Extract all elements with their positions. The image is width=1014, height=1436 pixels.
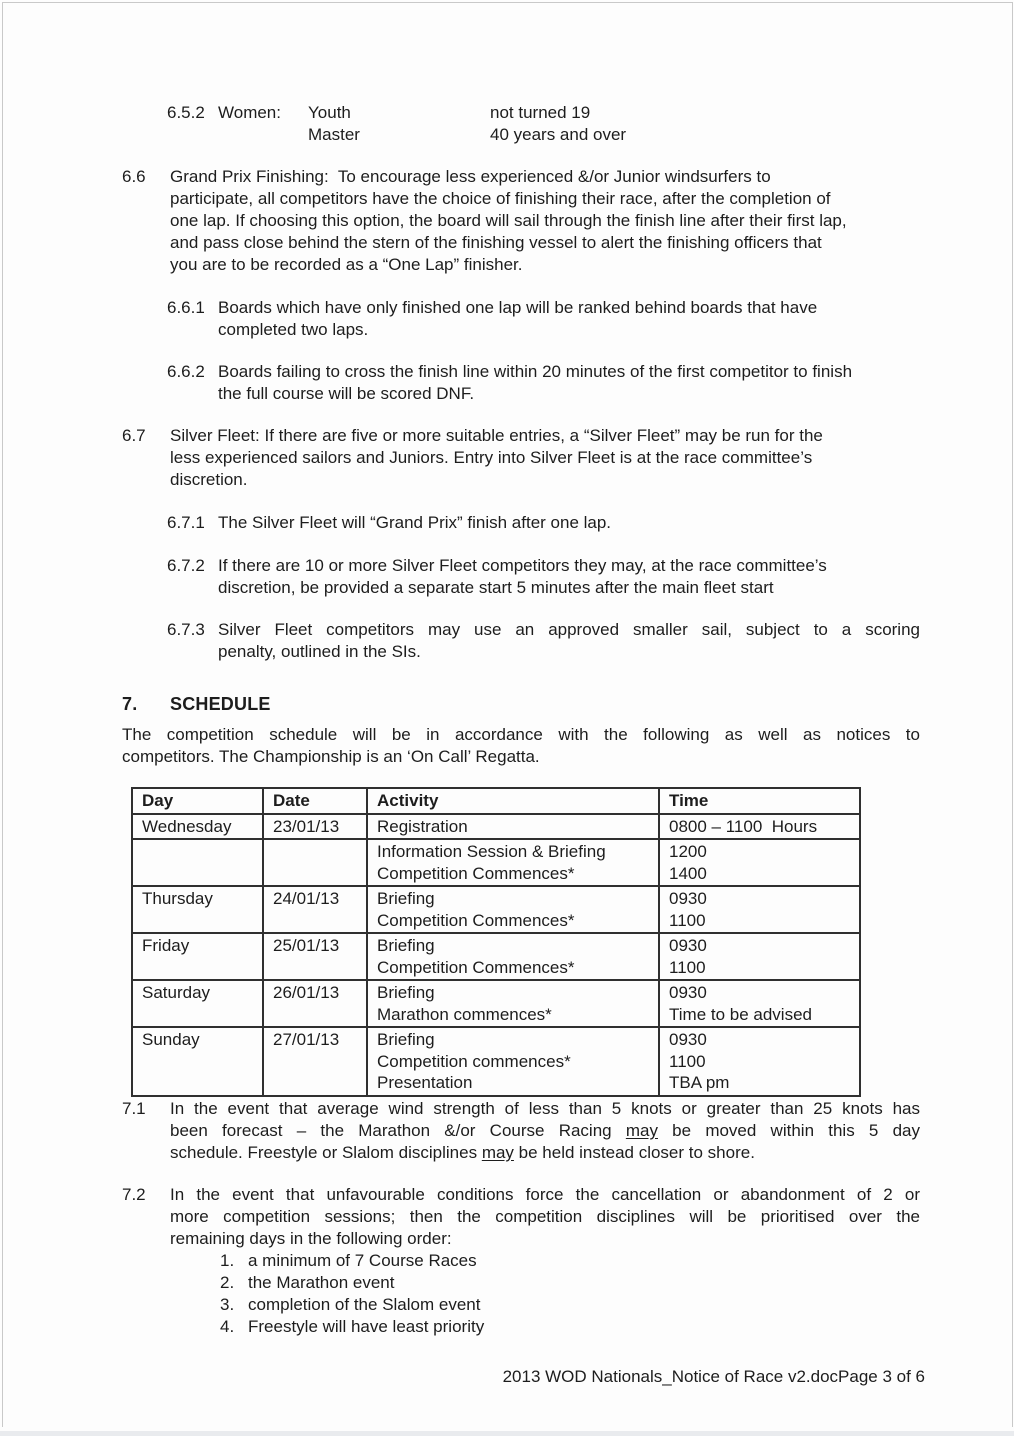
cell-line: Briefing [377, 936, 435, 955]
list-item-text: a minimum of 7 Course Races [248, 1251, 477, 1270]
list-item-text: Freestyle will have least priority [248, 1317, 485, 1336]
cell-line: 1100 [669, 1051, 706, 1071]
text-line: competitors. The Championship is an ‘On Call’ Regatta. [122, 747, 540, 766]
cell-line: 1100 [669, 957, 706, 977]
paragraph-text [170, 1184, 920, 1338]
activity-cell [367, 839, 659, 886]
text-line: Grand Prix Finishing: To encourage less experienced &/or Junior windsurfers to [170, 167, 771, 186]
day-cell: Wednesday [132, 814, 263, 840]
section-number: 7. [122, 694, 138, 714]
category-name: Youth [308, 103, 351, 122]
ordered-list-item [220, 1250, 920, 1272]
cell-line: 1200 [669, 842, 707, 861]
paragraph-text [218, 297, 920, 341]
paragraph-text [170, 1098, 920, 1164]
cell-line: 1400 [669, 863, 707, 883]
schedule-table [131, 787, 861, 1097]
date-cell [263, 839, 367, 886]
text-line: been forecast – the Marathon &/or Course Racing may be moved within this 5 day [170, 1121, 920, 1140]
text-line: Boards which have only finished one lap will be ranked behind boards that have [218, 298, 818, 317]
section-6.7.1 [167, 512, 920, 534]
clause-number: 6.6.1 [167, 298, 205, 317]
cell-line: Time to be advised [669, 1004, 812, 1024]
cell-line: Competition Commences* [377, 910, 575, 930]
time-cell [659, 814, 860, 840]
clause-label: Women: [218, 103, 281, 122]
table-row [132, 814, 860, 840]
text-line: If there are 10 or more Silver Fleet competitors they may, at the race committee’s [218, 556, 827, 575]
table-row [132, 980, 860, 1027]
date-cell: 27/01/13 [263, 1027, 367, 1096]
paragraph-text [218, 361, 920, 405]
text-line: discretion, be provided a separate start 5 minutes after the main fleet start [218, 578, 774, 597]
text-line: In the event that average wind strength of less than 5 knots or greater than 25 knots has [170, 1099, 920, 1118]
activity-cell [367, 1027, 659, 1096]
section-7.1 [122, 1098, 920, 1164]
date-cell: 25/01/13 [263, 933, 367, 980]
clause-number: 6.6 [122, 167, 146, 186]
text-line: you are to be recorded as a “One Lap” finisher. [170, 255, 523, 274]
date-cell: 24/01/13 [263, 886, 367, 933]
paragraph-text [122, 724, 920, 768]
day-cell: Sunday [132, 1027, 263, 1096]
section-6.7 [122, 425, 920, 491]
paragraph-text [218, 512, 920, 534]
list-item-text: completion of the Slalom event [248, 1295, 481, 1314]
ordered-list-item [220, 1316, 920, 1338]
clause-number: 6.7.2 [167, 556, 205, 575]
text-line: Silver Fleet: If there are five or more suitable entries, a “Silver Fleet” may be run for the [170, 426, 823, 445]
cell-line: TBA pm [669, 1073, 730, 1092]
day-cell: Saturday [132, 980, 263, 1027]
section-6.6 [122, 166, 920, 276]
cell-line: Competition Commences* [377, 957, 575, 977]
table-row [132, 886, 860, 933]
day-cell: Friday [132, 933, 263, 980]
section-title: SCHEDULE [170, 694, 271, 714]
paragraph-text [170, 425, 920, 491]
clause-number: 7.2 [122, 1185, 146, 1204]
section-6.7.3 [167, 619, 920, 663]
clause-6-5-2 [167, 102, 626, 146]
category-criteria: not turned 19 [490, 103, 591, 122]
cell-line: Briefing [377, 1030, 435, 1049]
section-6.7.2 [167, 555, 920, 599]
cell-line: Competition commences* [377, 1051, 571, 1071]
section-6.6.1 [167, 297, 920, 341]
cell-line: Briefing [377, 889, 435, 908]
list-item-number: 4. [220, 1317, 235, 1336]
cell-line: Competition Commences* [377, 863, 575, 883]
category-name: Master [308, 125, 360, 144]
section-schedule-intro [122, 724, 920, 768]
cell-line: 1100 [669, 910, 706, 930]
clause-6-5-2-row-master [167, 124, 626, 146]
table-row [132, 839, 860, 886]
cell-line: Marathon commences* [377, 1004, 552, 1024]
text-line: discretion. [170, 470, 248, 489]
text-line: The Silver Fleet will “Grand Prix” finish after one lap. [218, 513, 612, 532]
section-6.6.2 [167, 361, 920, 405]
category-criteria: 40 years and over [490, 125, 627, 144]
time-cell [659, 980, 860, 1027]
text-line: and pass close behind the stern of the finishing vessel to alert the finishing officers that [170, 233, 822, 252]
time-cell [659, 933, 860, 980]
day-cell [132, 839, 263, 886]
clause-number: 6.7.1 [167, 513, 205, 532]
activity-cell [367, 933, 659, 980]
day-cell: Thursday [132, 886, 263, 933]
text-line: schedule. Freestyle or Slalom disciplines may be held instead closer to shore. [170, 1143, 755, 1162]
cell-line: 0930 [669, 983, 707, 1002]
cell-line: 0930 [669, 889, 707, 908]
ordered-list-item [220, 1294, 920, 1316]
list-item-text: the Marathon event [248, 1273, 395, 1292]
date-cell: 23/01/13 [263, 814, 367, 840]
column-header-time: Time [659, 788, 860, 814]
table-header-row [132, 788, 860, 814]
text-line: completed two laps. [218, 320, 369, 339]
text-line: the full course will be scored DNF. [218, 384, 475, 403]
time-cell [659, 839, 860, 886]
cell-line: Registration [377, 816, 468, 836]
list-item-number: 2. [220, 1273, 235, 1292]
paragraph-text [170, 166, 920, 276]
activity-cell [367, 980, 659, 1027]
cell-line: 0930 [669, 936, 707, 955]
text-line: more competition sessions; then the competition disciplines will be prioritised over the [170, 1207, 920, 1226]
time-cell [659, 886, 860, 933]
cell-line: Briefing [377, 983, 435, 1002]
activity-cell [367, 886, 659, 933]
column-header-date: Date [263, 788, 367, 814]
column-header-activity: Activity [367, 788, 659, 814]
cell-line: 0930 [669, 1030, 707, 1049]
text-line: remaining days in the following order: [170, 1229, 452, 1248]
page-footer: 2013 WOD Nationals_Notice of Race v2.docPage 3 of 6 [502, 1367, 925, 1386]
table-row [132, 1027, 860, 1096]
cell-line: Presentation [377, 1073, 473, 1092]
list-item-number: 1. [220, 1251, 235, 1270]
text-line: In the event that unfavourable conditions force the cancellation or abandonment of 2 or [170, 1185, 920, 1204]
text-line: less experienced sailors and Juniors. Entry into Silver Fleet is at the race committee’s [170, 448, 813, 467]
text-line: participate, all competitors have the choice of finishing their race, after the completion of [170, 189, 831, 208]
scan-bottom-edge [0, 1431, 1014, 1436]
clause-number: 6.7.3 [167, 620, 205, 639]
activity-cell [367, 814, 659, 840]
list-item-number: 3. [220, 1295, 235, 1314]
cell-line: Information Session & Briefing [377, 842, 606, 861]
table-row [132, 933, 860, 980]
section-7-heading [122, 693, 271, 715]
text-line: Silver Fleet competitors may use an approved smaller sail, subject to a scoring [218, 620, 920, 639]
text-line: The competition schedule will be in accordance with the following as well as notices to [122, 725, 920, 744]
paragraph-text [218, 555, 920, 599]
time-cell [659, 1027, 860, 1096]
cell-line: 0800 – 1100 Hours [669, 816, 818, 836]
clause-number: 6.6.2 [167, 362, 205, 381]
text-line: Boards failing to cross the finish line within 20 minutes of the first competitor to finish [218, 362, 853, 381]
clause-number: 6.7 [122, 426, 146, 445]
date-cell: 26/01/13 [263, 980, 367, 1027]
column-header-day: Day [132, 788, 263, 814]
paragraph-text [218, 619, 920, 663]
section-7.2 [122, 1184, 920, 1338]
clause-number: 7.1 [122, 1099, 146, 1118]
text-line: one lap. If choosing this option, the board will sail through the finish line after their first lap, [170, 211, 847, 230]
clause-number: 6.5.2 [167, 103, 205, 122]
ordered-list-item [220, 1272, 920, 1294]
clause-6-5-2-row-youth [167, 102, 626, 124]
text-line: penalty, outlined in the SIs. [218, 642, 421, 661]
